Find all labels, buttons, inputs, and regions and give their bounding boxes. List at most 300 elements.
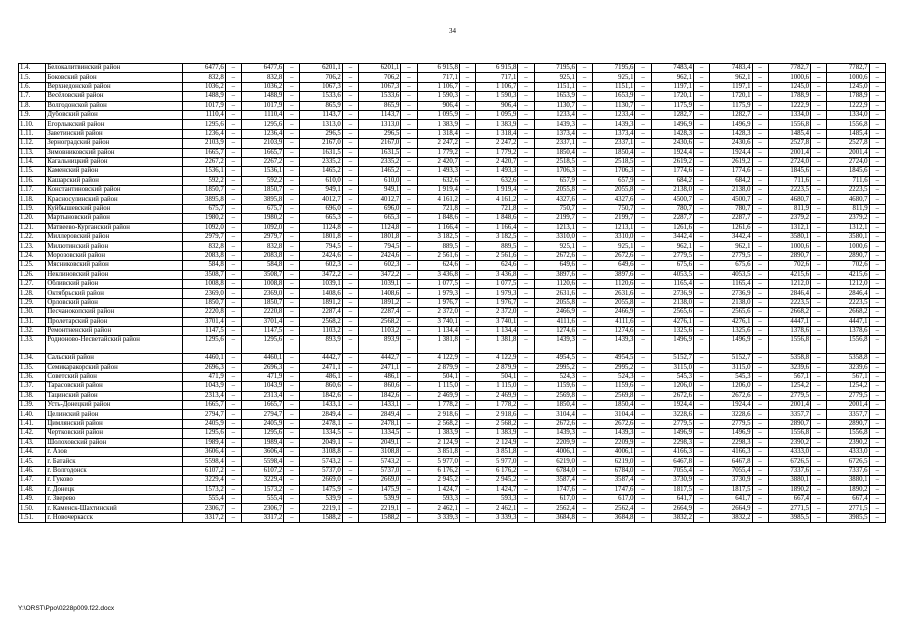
- value-cell: 1653,9: [534, 92, 576, 101]
- value-cell: 1378,6: [768, 326, 810, 335]
- empty-cell: –: [459, 92, 475, 101]
- empty-cell: –: [811, 391, 827, 400]
- district-name: г. Азов: [46, 448, 183, 457]
- value-cell: 865,9: [359, 101, 401, 110]
- empty-cell: –: [635, 204, 651, 213]
- table-row: [19, 82, 886, 91]
- value-cell: 889,5: [476, 242, 518, 251]
- empty-cell: –: [284, 354, 300, 363]
- empty-cell: –: [225, 204, 241, 213]
- district-name: Каменский район: [46, 167, 183, 176]
- empty-cell: –: [694, 410, 710, 419]
- empty-cell: –: [635, 110, 651, 119]
- empty-cell: –: [284, 204, 300, 213]
- empty-cell: –: [518, 110, 534, 119]
- value-cell: 5152,7: [651, 354, 693, 363]
- empty-cell: –: [401, 195, 417, 204]
- district-name: г. Новочеркасск: [46, 513, 183, 522]
- value-cell: 1 383,9: [417, 120, 459, 129]
- value-cell: 3442,4: [710, 233, 752, 242]
- empty-cell: –: [811, 354, 827, 363]
- empty-cell: –: [752, 261, 768, 270]
- value-cell: 1159,6: [534, 382, 576, 391]
- value-cell: 1197,1: [651, 82, 693, 91]
- value-cell: 2672,6: [710, 391, 752, 400]
- value-cell: 1261,6: [710, 223, 752, 232]
- value-cell: 2979,7: [183, 233, 225, 242]
- value-cell: 1274,6: [534, 326, 576, 335]
- empty-cell: –: [811, 214, 827, 223]
- value-cell: 1465,2: [359, 167, 401, 176]
- value-cell: 1254,2: [827, 382, 869, 391]
- empty-cell: –: [518, 64, 534, 73]
- value-cell: 667,4: [827, 494, 869, 503]
- empty-cell: –: [752, 73, 768, 82]
- empty-cell: –: [401, 242, 417, 251]
- empty-cell: –: [869, 354, 885, 363]
- district-name: Дубовский район: [46, 110, 183, 119]
- empty-cell: –: [752, 476, 768, 485]
- value-cell: 2 469,9: [476, 391, 518, 400]
- value-cell: 1485,4: [768, 129, 810, 138]
- district-name: Куйбышевский район: [46, 204, 183, 213]
- table-row: [19, 513, 886, 522]
- value-cell: 2736,9: [651, 289, 693, 298]
- district-name: Весёловский район: [46, 92, 183, 101]
- empty-cell: –: [635, 429, 651, 438]
- value-cell: 7337,6: [827, 466, 869, 475]
- value-cell: 3880,1: [768, 476, 810, 485]
- value-cell: 1408,6: [359, 289, 401, 298]
- row-number: 1.51.: [19, 513, 46, 522]
- empty-cell: –: [342, 410, 358, 419]
- empty-cell: –: [752, 242, 768, 251]
- value-cell: 2103,9: [241, 139, 283, 148]
- value-cell: 1496,9: [651, 120, 693, 129]
- value-cell: 832,8: [183, 242, 225, 251]
- empty-cell: –: [752, 64, 768, 73]
- value-cell: 717,1: [417, 73, 459, 82]
- value-cell: 2 879,9: [476, 363, 518, 372]
- empty-cell: –: [518, 448, 534, 457]
- value-cell: 1891,2: [359, 298, 401, 307]
- empty-cell: –: [694, 120, 710, 129]
- table-row: [19, 251, 886, 260]
- empty-cell: –: [518, 485, 534, 494]
- value-cell: 696,0: [359, 204, 401, 213]
- value-cell: 2668,2: [768, 308, 810, 317]
- value-cell: 1665,7: [241, 148, 283, 157]
- empty-cell: –: [225, 101, 241, 110]
- value-cell: 2 879,9: [417, 363, 459, 372]
- value-cell: 1206,0: [651, 382, 693, 391]
- empty-cell: –: [284, 401, 300, 410]
- table-row: [19, 139, 886, 148]
- value-cell: 2672,6: [593, 251, 635, 260]
- value-cell: 3104,4: [534, 410, 576, 419]
- empty-cell: –: [459, 354, 475, 363]
- value-cell: 2223,5: [827, 298, 869, 307]
- value-cell: 1924,4: [651, 401, 693, 410]
- value-cell: 1488,9: [183, 92, 225, 101]
- value-cell: 2369,0: [241, 289, 283, 298]
- value-cell: 2527,8: [827, 139, 869, 148]
- value-cell: 1000,6: [768, 73, 810, 82]
- district-name: Октябрьский район: [46, 289, 183, 298]
- value-cell: 2287,7: [710, 214, 752, 223]
- empty-cell: –: [635, 466, 651, 475]
- value-cell: 832,8: [241, 73, 283, 82]
- empty-cell: –: [869, 214, 885, 223]
- value-cell: 2083,8: [241, 251, 283, 260]
- empty-cell: –: [752, 466, 768, 475]
- empty-cell: –: [752, 494, 768, 503]
- value-cell: 2219,1: [300, 504, 342, 513]
- empty-cell: –: [342, 494, 358, 503]
- value-cell: 2568,2: [300, 317, 342, 326]
- table-body: [19, 64, 886, 523]
- value-cell: 2167,0: [300, 139, 342, 148]
- empty-cell: –: [225, 429, 241, 438]
- value-cell: 2199,7: [593, 214, 635, 223]
- value-cell: 1 976,7: [417, 298, 459, 307]
- table-row: [19, 391, 886, 400]
- empty-cell: –: [401, 438, 417, 447]
- empty-cell: –: [694, 251, 710, 260]
- empty-cell: –: [811, 186, 827, 195]
- empty-cell: –: [459, 401, 475, 410]
- value-cell: 1 590,3: [476, 92, 518, 101]
- empty-cell: –: [284, 214, 300, 223]
- value-cell: 4954,5: [534, 354, 576, 363]
- table-row: [19, 73, 886, 82]
- empty-cell: –: [284, 270, 300, 279]
- empty-cell: –: [459, 363, 475, 372]
- empty-cell: –: [225, 186, 241, 195]
- value-cell: 1439,3: [593, 429, 635, 438]
- table-row: [19, 167, 886, 176]
- value-cell: 3580,1: [768, 233, 810, 242]
- empty-cell: –: [342, 457, 358, 466]
- value-cell: 1774,6: [651, 167, 693, 176]
- empty-cell: –: [635, 242, 651, 251]
- district-name: Морозовский район: [46, 251, 183, 260]
- value-cell: 3730,9: [710, 476, 752, 485]
- empty-cell: –: [869, 223, 885, 232]
- value-cell: 2 372,0: [417, 308, 459, 317]
- empty-cell: –: [401, 139, 417, 148]
- district-name: Пролетарский район: [46, 317, 183, 326]
- district-name: Белокалитвинский район: [46, 64, 183, 73]
- empty-cell: –: [342, 354, 358, 363]
- value-cell: 3357,7: [768, 410, 810, 419]
- empty-cell: –: [459, 485, 475, 494]
- empty-cell: –: [869, 242, 885, 251]
- empty-cell: –: [342, 270, 358, 279]
- value-cell: 2167,0: [359, 139, 401, 148]
- value-cell: 1 778,2: [476, 401, 518, 410]
- empty-cell: –: [752, 270, 768, 279]
- empty-cell: –: [694, 401, 710, 410]
- value-cell: 1842,6: [300, 391, 342, 400]
- empty-cell: –: [694, 354, 710, 363]
- empty-cell: –: [694, 233, 710, 242]
- value-cell: 1891,2: [300, 298, 342, 307]
- value-cell: 2390,2: [827, 438, 869, 447]
- empty-cell: –: [869, 261, 885, 270]
- value-cell: 3357,7: [827, 410, 869, 419]
- empty-cell: –: [811, 73, 827, 82]
- empty-cell: –: [694, 214, 710, 223]
- empty-cell: –: [576, 391, 592, 400]
- empty-cell: –: [635, 419, 651, 428]
- empty-cell: –: [576, 64, 592, 73]
- row-number: 1.10.: [19, 120, 46, 129]
- value-cell: 2209,9: [593, 438, 635, 447]
- empty-cell: –: [518, 214, 534, 223]
- empty-cell: –: [225, 270, 241, 279]
- empty-cell: –: [811, 129, 827, 138]
- value-cell: 1 848,6: [476, 214, 518, 223]
- empty-cell: –: [752, 176, 768, 185]
- value-cell: 780,7: [651, 204, 693, 213]
- empty-cell: –: [459, 429, 475, 438]
- value-cell: 3832,2: [710, 513, 752, 522]
- empty-cell: –: [811, 223, 827, 232]
- empty-cell: –: [752, 401, 768, 410]
- empty-cell: –: [576, 261, 592, 270]
- empty-cell: –: [811, 485, 827, 494]
- value-cell: 2335,2: [300, 157, 342, 166]
- empty-cell: –: [459, 336, 475, 354]
- value-cell: 2619,2: [651, 157, 693, 166]
- empty-cell: –: [811, 261, 827, 270]
- row-number: 1.4.: [19, 64, 46, 73]
- empty-cell: –: [225, 73, 241, 82]
- table-row: [19, 289, 886, 298]
- district-name: Цимлянский район: [46, 419, 183, 428]
- empty-cell: –: [225, 382, 241, 391]
- value-cell: 5358,8: [827, 354, 869, 363]
- empty-cell: –: [694, 504, 710, 513]
- value-cell: 1980,2: [183, 214, 225, 223]
- value-cell: 3229,4: [183, 476, 225, 485]
- empty-cell: –: [694, 64, 710, 73]
- value-cell: 2223,5: [768, 186, 810, 195]
- value-cell: 2672,6: [593, 419, 635, 428]
- empty-cell: –: [225, 139, 241, 148]
- empty-cell: –: [576, 336, 592, 354]
- value-cell: 3229,4: [241, 476, 283, 485]
- row-number: 1.36.: [19, 372, 46, 381]
- value-cell: 1 979,3: [476, 289, 518, 298]
- value-cell: 3317,2: [183, 513, 225, 522]
- value-cell: 1845,6: [827, 167, 869, 176]
- empty-cell: –: [694, 270, 710, 279]
- value-cell: 2287,4: [300, 308, 342, 317]
- empty-cell: –: [869, 457, 885, 466]
- empty-cell: –: [694, 466, 710, 475]
- empty-cell: –: [752, 504, 768, 513]
- empty-cell: –: [869, 317, 885, 326]
- value-cell: 7195,6: [593, 64, 635, 73]
- empty-cell: –: [459, 186, 475, 195]
- empty-cell: –: [869, 485, 885, 494]
- empty-cell: –: [811, 448, 827, 457]
- empty-cell: –: [752, 363, 768, 372]
- district-name: Неклиновский район: [46, 270, 183, 279]
- empty-cell: –: [518, 101, 534, 110]
- empty-cell: –: [518, 223, 534, 232]
- empty-cell: –: [401, 73, 417, 82]
- empty-cell: –: [284, 195, 300, 204]
- empty-cell: –: [518, 129, 534, 138]
- table-row: [19, 438, 886, 447]
- value-cell: 5737,0: [359, 466, 401, 475]
- table-row: [19, 233, 886, 242]
- value-cell: 2 124,9: [417, 438, 459, 447]
- table-row: [19, 195, 886, 204]
- empty-cell: –: [752, 289, 768, 298]
- table-row: [19, 261, 886, 270]
- empty-cell: –: [752, 139, 768, 148]
- row-number: 1.35.: [19, 363, 46, 372]
- empty-cell: –: [518, 251, 534, 260]
- empty-cell: –: [401, 101, 417, 110]
- value-cell: 3 339,3: [417, 513, 459, 522]
- value-cell: 641,7: [710, 494, 752, 503]
- empty-cell: –: [869, 513, 885, 522]
- empty-cell: –: [459, 308, 475, 317]
- value-cell: 6 915,8: [476, 64, 518, 73]
- value-cell: 2219,1: [359, 504, 401, 513]
- empty-cell: –: [752, 336, 768, 354]
- empty-cell: –: [459, 129, 475, 138]
- value-cell: 3310,0: [534, 233, 576, 242]
- empty-cell: –: [635, 101, 651, 110]
- value-cell: 1788,9: [827, 92, 869, 101]
- empty-cell: –: [694, 485, 710, 494]
- empty-cell: –: [284, 223, 300, 232]
- value-cell: 504,1: [476, 372, 518, 381]
- value-cell: 1008,8: [183, 279, 225, 288]
- value-cell: 7055,4: [710, 466, 752, 475]
- empty-cell: –: [459, 270, 475, 279]
- empty-cell: –: [342, 429, 358, 438]
- value-cell: 2298,3: [710, 438, 752, 447]
- value-cell: 3 436,8: [417, 270, 459, 279]
- empty-cell: –: [635, 363, 651, 372]
- value-cell: 4442,7: [300, 354, 342, 363]
- district-name: Чертковский район: [46, 429, 183, 438]
- value-cell: 1213,1: [593, 223, 635, 232]
- empty-cell: –: [459, 157, 475, 166]
- value-cell: 925,1: [593, 73, 635, 82]
- empty-cell: –: [869, 401, 885, 410]
- empty-cell: –: [635, 167, 651, 176]
- empty-cell: –: [459, 289, 475, 298]
- value-cell: 832,8: [183, 73, 225, 82]
- value-cell: 3108,8: [359, 448, 401, 457]
- value-cell: 1295,6: [183, 336, 225, 354]
- empty-cell: –: [518, 308, 534, 317]
- empty-cell: –: [694, 110, 710, 119]
- empty-cell: –: [811, 336, 827, 354]
- value-cell: 1 976,7: [476, 298, 518, 307]
- value-cell: 524,3: [593, 372, 635, 381]
- table-row: [19, 270, 886, 279]
- value-cell: 4053,5: [651, 270, 693, 279]
- empty-cell: –: [225, 494, 241, 503]
- empty-cell: –: [811, 457, 827, 466]
- value-cell: 1 979,3: [417, 289, 459, 298]
- empty-cell: –: [342, 157, 358, 166]
- empty-cell: –: [576, 438, 592, 447]
- value-cell: 3108,8: [300, 448, 342, 457]
- value-cell: 1890,2: [827, 485, 869, 494]
- value-cell: 1747,6: [593, 485, 635, 494]
- empty-cell: –: [225, 372, 241, 381]
- empty-cell: –: [459, 410, 475, 419]
- empty-cell: –: [635, 336, 651, 354]
- empty-cell: –: [284, 148, 300, 157]
- value-cell: 1245,0: [768, 82, 810, 91]
- value-cell: 5743,2: [300, 457, 342, 466]
- row-number: 1.47.: [19, 476, 46, 485]
- empty-cell: –: [518, 242, 534, 251]
- table-row: [19, 354, 886, 363]
- empty-cell: –: [459, 382, 475, 391]
- empty-cell: –: [225, 64, 241, 73]
- empty-cell: –: [284, 317, 300, 326]
- value-cell: 602,3: [359, 261, 401, 270]
- empty-cell: –: [518, 289, 534, 298]
- empty-cell: –: [869, 110, 885, 119]
- row-number: 1.30.: [19, 308, 46, 317]
- value-cell: 1533,6: [300, 92, 342, 101]
- row-number: 1.43.: [19, 438, 46, 447]
- value-cell: 2849,4: [359, 410, 401, 419]
- row-number: 1.13.: [19, 148, 46, 157]
- empty-cell: –: [401, 298, 417, 307]
- empty-cell: –: [284, 110, 300, 119]
- empty-cell: –: [811, 466, 827, 475]
- district-name: Тарасовский район: [46, 382, 183, 391]
- empty-cell: –: [811, 139, 827, 148]
- value-cell: 2223,5: [827, 186, 869, 195]
- value-cell: 2 945,2: [476, 476, 518, 485]
- empty-cell: –: [811, 167, 827, 176]
- empty-cell: –: [284, 242, 300, 251]
- value-cell: 1067,3: [359, 82, 401, 91]
- district-name: Тацинский район: [46, 391, 183, 400]
- empty-cell: –: [576, 101, 592, 110]
- value-cell: 1488,9: [241, 92, 283, 101]
- empty-cell: –: [576, 494, 592, 503]
- empty-cell: –: [752, 251, 768, 260]
- empty-cell: –: [459, 64, 475, 73]
- empty-cell: –: [459, 279, 475, 288]
- empty-cell: –: [401, 513, 417, 522]
- empty-cell: –: [635, 504, 651, 513]
- value-cell: 3508,7: [241, 270, 283, 279]
- value-cell: 2199,7: [534, 214, 576, 223]
- value-cell: 1 318,4: [417, 129, 459, 138]
- value-cell: 1 848,6: [417, 214, 459, 223]
- empty-cell: –: [635, 494, 651, 503]
- value-cell: 1774,6: [710, 167, 752, 176]
- value-cell: 1 778,2: [417, 401, 459, 410]
